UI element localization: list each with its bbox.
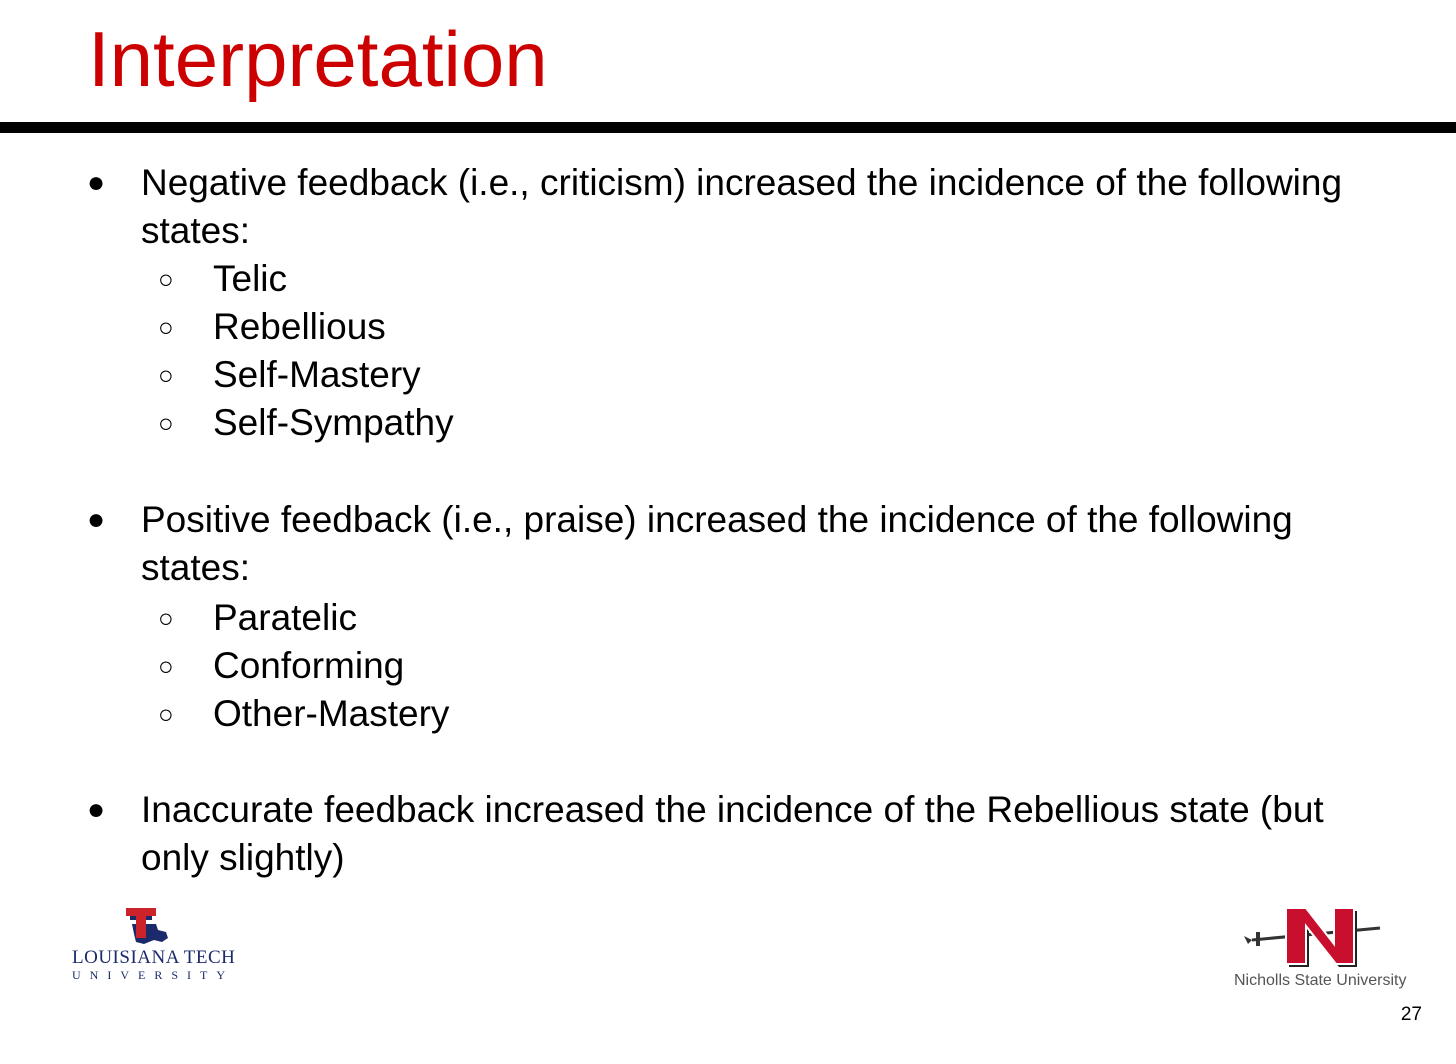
sub-list-item	[0, 255, 1456, 303]
sub-bullet-marker: ○	[158, 408, 174, 438]
sub-item-text: Other-Mastery	[213, 693, 450, 734]
slide-title: Interpretation	[88, 15, 548, 103]
sub-bullet-marker: ○	[158, 651, 174, 681]
sub-list-item	[0, 351, 1456, 399]
bullet-marker: ●	[87, 793, 106, 826]
sub-bullet-marker: ○	[158, 603, 174, 633]
sub-bullet-marker: ○	[158, 264, 174, 294]
sub-item-text: Rebellious	[213, 306, 386, 347]
louisiana-tech-wordmark: LOUISIANA TECH	[72, 947, 236, 968]
sub-item-text: Paratelic	[213, 597, 357, 638]
sub-list-item	[0, 399, 1456, 447]
sub-list-item	[0, 642, 1456, 690]
sub-item-text: Self-Mastery	[213, 354, 421, 395]
sub-list-item	[0, 690, 1456, 738]
louisiana-tech-emblem-icon	[70, 902, 240, 950]
bullet-text: Inaccurate feedback increased the incidence of the Rebellious state (but only slightly)	[141, 789, 1324, 878]
bullet-marker: ●	[87, 166, 106, 199]
sub-item-text: Self-Sympathy	[213, 402, 454, 443]
sub-list-item	[0, 303, 1456, 351]
bullet-text: Negative feedback (i.e., criticism) increased the incidence of the following states:	[141, 162, 1343, 251]
sub-bullet-marker: ○	[158, 312, 174, 342]
title-divider	[0, 122, 1456, 133]
nicholls-n-emblem-icon	[1230, 900, 1410, 970]
louisiana-tech-subword: UNIVERSITY	[72, 968, 234, 982]
sub-item-text: Telic	[213, 258, 288, 299]
page-number: 27	[1400, 1004, 1422, 1025]
sub-list-item	[0, 594, 1456, 642]
sub-item-text: Conforming	[213, 645, 405, 686]
nicholls-state-logo	[1230, 900, 1410, 996]
nicholls-caption: Nicholls State University	[1234, 972, 1407, 989]
bullet-marker: ●	[87, 503, 106, 536]
sub-bullet-marker: ○	[158, 699, 174, 729]
bullet-text: Positive feedback (i.e., praise) increased the incidence of the following states:	[141, 499, 1293, 588]
louisiana-tech-logo	[70, 902, 240, 992]
sub-bullet-marker: ○	[158, 360, 174, 390]
